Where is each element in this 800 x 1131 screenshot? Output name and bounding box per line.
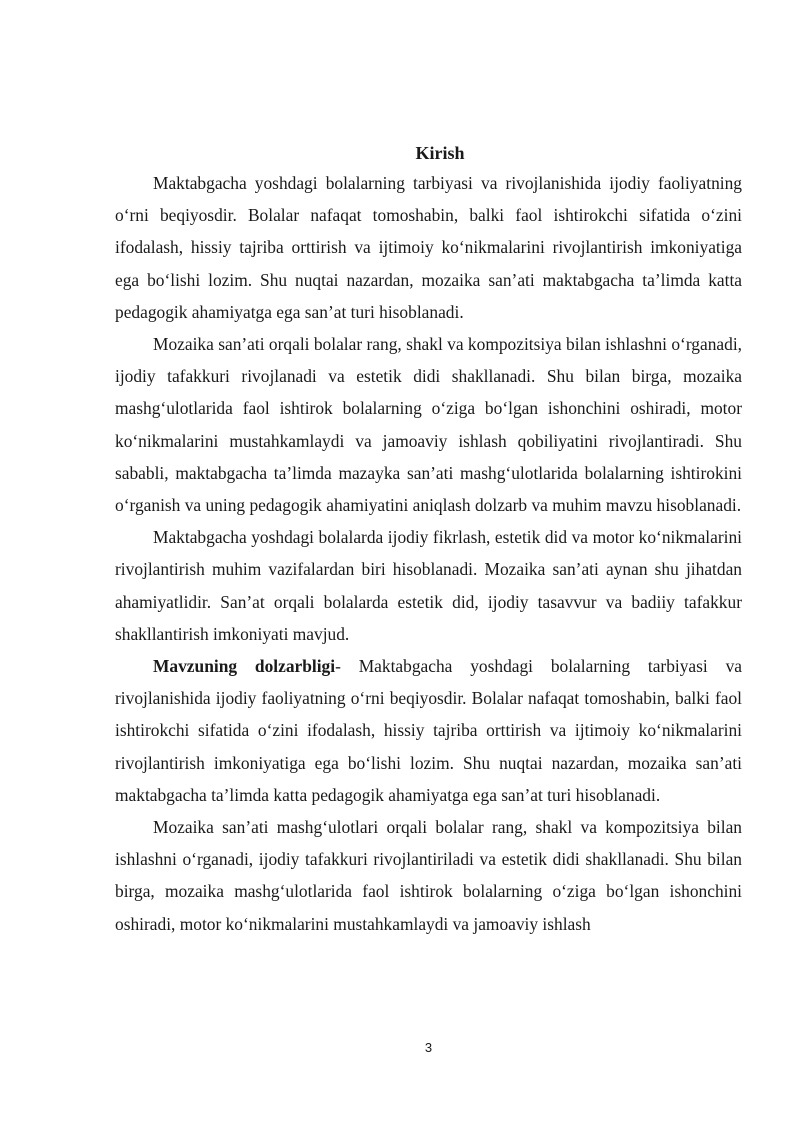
section-heading: Kirish [415,143,465,163]
paragraph-4 [115,650,742,811]
paragraph-text: Mozaika san’ati orqali bolalar rang, shakl va kompozitsiya bilan ishlashni oʻrganadi, ijodiy tafakkuri rivojlanadi va estetik didi shakllanadi. Shu bilan birga, mozaika mashgʻulotlarida faol ishtirok bolalarning oʻziga boʻlgan ishonchini oshiradi, motor koʻnikmalarini mustahkamlaydi va jamoaviy ishlash qobiliyatini rivojlantiradi. Shu sababli, maktabgacha ta’limda mazayka san’ati mashgʻulotlarida bolalarning ishtirokini oʻrganish va uning pedagogik ahamiyatini aniqlash dolzarb va muhim mavzu hisoblanadi. [115,334,742,516]
paragraph-5 [115,811,742,940]
paragraph-3 [115,521,742,650]
page-number: 3 [424,1040,433,1055]
paragraph-2 [115,328,742,521]
paragraph-text: Maktabgacha yoshdagi bolalarda ijodiy fikrlash, estetik did va motor koʻnikmalarini rivojlantirish muhim vazifalardan biri hisoblanadi. Mozaika san’ati aynan shu jihatdan ahamiyatlidir. San’at orqali bolalarda estetik did, ijodiy tasavvur va badiiy tafakkur shakllantirish imkoniyati mavjud. [115,527,742,644]
paragraph-text: Maktabgacha yoshdagi bolalarning tarbiyasi va rivojlanishida ijodiy faoliyatning oʻrni beqiyosdir. Bolalar nafaqat tomoshabin, balki faol ishtirokchi sifatida oʻzini ifodalash, hissiy tajriba orttirish va ijtimoiy koʻnikmalarini rivojlantirish imkoniyatiga ega boʻlishi lozim. Shu nuqtai nazardan, mozaika san’ati maktabgacha ta’limda katta pedagogik ahamiyatga ega san’at turi hisoblanadi. [115,173,742,322]
paragraph-text: Mozaika san’ati mashgʻulotlari orqali bolalar rang, shakl va kompozitsiya bilan ishlashni oʻrganadi, ijodiy tafakkuri rivojlantiriladi va estetik didi shakllanadi. Shu bilan birga, mozaika mashgʻulotlarida faol ishtirok bolalarning oʻziga boʻlgan ishonchini oshiradi, motor koʻnikmalarini mustahkamlaydi va jamoaviy ishlash [115,817,742,934]
body-text [115,167,742,940]
paragraph-1 [115,167,742,328]
paragraph-text: - Maktabgacha yoshdagi bolalarning tarbiyasi va rivojlanishida ijodiy faoliyatning oʻrni beqiyosdir. Bolalar nafaqat tomoshabin, balki faol ishtirokchi sifatida oʻzini ifodalash, hissiy tajriba orttirish va ijtimoiy koʻnikmalarini rivojlantirish imkoniyatiga ega boʻlishi lozim. Shu nuqtai nazardan, mozaika san’ati maktabgacha ta’limda katta pedagogik ahamiyatga ega san’at turi hisoblanadi. [115,656,742,805]
paragraph-lead-relevance: Mavzuning dolzarbligi [153,656,336,677]
